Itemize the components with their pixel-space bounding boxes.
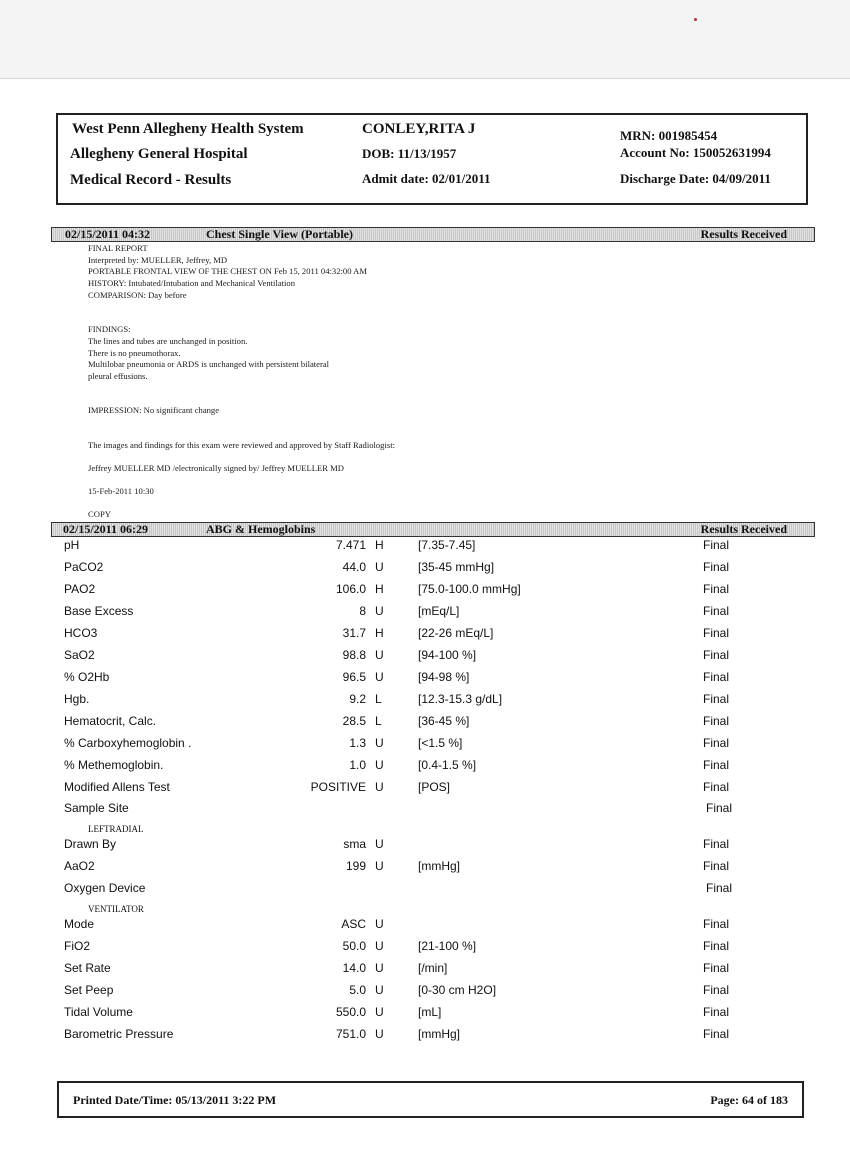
record-header xyxy=(56,113,808,205)
section-bar-chest-xray xyxy=(51,227,815,242)
lab-status: Final xyxy=(703,917,730,931)
lab-status: Final xyxy=(703,983,730,997)
lab-reference-range: [75.0-100.0 mmHg] xyxy=(418,582,521,596)
lab-status: Final xyxy=(703,714,730,728)
lab-row xyxy=(0,560,850,580)
lab-value: 106.0 xyxy=(335,582,366,596)
lab-row xyxy=(0,648,850,668)
patient-dob: DOB: 11/13/1957 xyxy=(362,146,457,161)
lab-row xyxy=(0,917,850,937)
lab-flag: U xyxy=(375,939,384,953)
record-type: Medical Record - Results xyxy=(70,172,232,188)
lab-flag: H xyxy=(375,626,384,640)
section-status: Results Received xyxy=(700,522,787,536)
lab-row xyxy=(0,670,850,690)
lab-status: Final xyxy=(703,648,730,662)
lab-flag: U xyxy=(375,961,384,975)
lab-status: Final xyxy=(703,837,730,851)
lab-status: Final xyxy=(703,670,730,684)
lab-test-name: Tidal Volume xyxy=(64,1005,133,1019)
lab-test-name: Sample Site xyxy=(64,801,129,815)
lab-test-name: Set Rate xyxy=(64,961,111,975)
impression: IMPRESSION: No significant change xyxy=(88,405,220,415)
lab-reference-range: [mEq/L] xyxy=(418,604,460,618)
findings-line: pleural effusions. xyxy=(88,371,148,381)
section-bar-abg xyxy=(51,522,815,537)
lab-value: 96.5 xyxy=(342,670,366,684)
lab-reference-range: [mmHg] xyxy=(418,1027,460,1041)
lab-test-name: PaCO2 xyxy=(64,560,104,574)
lab-status: Final xyxy=(703,626,730,640)
lab-flag: U xyxy=(375,859,384,873)
lab-flag: U xyxy=(375,837,384,851)
lab-flag: U xyxy=(375,1027,384,1041)
lab-status: Final xyxy=(703,780,730,794)
mrn: MRN: 001985454 xyxy=(620,128,718,143)
lab-status: Final xyxy=(703,1005,730,1019)
report-line: Interpreted by: MUELLER, Jeffrey, MD xyxy=(88,255,228,265)
lab-status: Final xyxy=(703,736,730,750)
section-status: Results Received xyxy=(700,227,787,241)
lab-value: 8 xyxy=(359,604,366,618)
lab-reference-range: [22-26 mEq/L] xyxy=(418,626,494,640)
lab-flag: U xyxy=(375,670,384,684)
lab-status: Final xyxy=(703,758,730,772)
page-number: Page: 64 of 183 xyxy=(710,1093,788,1107)
lab-status: Final xyxy=(703,961,730,975)
report-line: FINAL REPORT xyxy=(88,243,148,253)
oxygen-device-note: VENTILATOR xyxy=(88,904,144,914)
lab-status: Final xyxy=(703,1027,730,1041)
report-line: PORTABLE FRONTAL VIEW OF THE CHEST ON Feb 15, 2011 04:32:00 AM xyxy=(88,266,368,276)
lab-row xyxy=(0,1027,850,1047)
lab-test-name: HCO3 xyxy=(64,626,98,640)
lab-test-name: Drawn By xyxy=(64,837,117,851)
lab-value: sma xyxy=(343,837,366,851)
lab-test-name: % O2Hb xyxy=(64,670,110,684)
lab-flag: H xyxy=(375,538,384,552)
lab-test-name: AaO2 xyxy=(64,859,95,873)
lab-value: 98.8 xyxy=(342,648,366,662)
lab-flag: U xyxy=(375,648,384,662)
lab-status: Final xyxy=(703,560,730,574)
electronic-signature: Jeffrey MUELLER MD /electronically signed by/ Jeffrey MUELLER MD xyxy=(88,463,345,473)
discharge-date: Discharge Date: 04/09/2011 xyxy=(620,171,771,186)
patient-name: CONLEY,RITA J xyxy=(362,121,476,137)
lab-test-name: % Carboxyhemoglobin . xyxy=(64,736,192,750)
lab-value: 751.0 xyxy=(335,1027,366,1041)
lab-row xyxy=(0,692,850,712)
lab-reference-range: [94-100 %] xyxy=(418,648,477,662)
account-number: Account No: 150052631994 xyxy=(620,145,771,160)
page-footer xyxy=(57,1081,804,1118)
lab-row xyxy=(0,604,850,624)
lab-flag: U xyxy=(375,1005,384,1019)
lab-flag: H xyxy=(375,582,384,596)
lab-status: Final xyxy=(706,881,733,895)
lab-flag: U xyxy=(375,736,384,750)
lab-value: 9.2 xyxy=(349,692,366,706)
lab-row xyxy=(0,714,850,734)
findings-line: There is no pneumothorax. xyxy=(88,348,181,358)
lab-reference-range: [mL] xyxy=(418,1005,442,1019)
lab-test-name: Hgb. xyxy=(64,692,90,706)
lab-reference-range: [0-30 cm H2O] xyxy=(418,983,497,997)
lab-status: Final xyxy=(703,604,730,618)
printed-datetime: Printed Date/Time: 05/13/2011 3:22 PM xyxy=(73,1093,277,1107)
section-datetime: 02/15/2011 06:29 xyxy=(63,522,149,536)
sample-site-note: LEFTRADIAL xyxy=(88,824,144,834)
findings-line: The lines and tubes are unchanged in position. xyxy=(88,336,248,346)
findings-line: Multilobar pneumonia or ARDS is unchanged with persistent bilateral xyxy=(88,359,330,369)
lab-test-name: SaO2 xyxy=(64,648,95,662)
lab-row xyxy=(0,582,850,602)
lab-value: 1.3 xyxy=(349,736,366,750)
lab-flag: U xyxy=(375,758,384,772)
lab-reference-range: [35-45 mmHg] xyxy=(418,560,495,574)
lab-row xyxy=(0,961,850,981)
lab-value: 44.0 xyxy=(342,560,366,574)
lab-value: 50.0 xyxy=(342,939,366,953)
lab-row xyxy=(0,939,850,959)
lab-value: 5.0 xyxy=(349,983,366,997)
lab-reference-range: [7.35-7.45] xyxy=(418,538,476,552)
lab-value: 7.471 xyxy=(335,538,366,552)
lab-test-name: Base Excess xyxy=(64,604,134,618)
lab-status: Final xyxy=(703,582,730,596)
lab-status: Final xyxy=(706,801,733,815)
lab-reference-range: [POS] xyxy=(418,780,451,794)
lab-reference-range: [<1.5 %] xyxy=(418,736,463,750)
lab-status: Final xyxy=(703,538,730,552)
lab-test-name: FiO2 xyxy=(64,939,91,953)
findings-line: FINDINGS: xyxy=(88,324,131,334)
lab-reference-range: [/min] xyxy=(418,961,448,975)
lab-test-name: pH xyxy=(64,538,80,552)
lab-reference-range: [0.4-1.5 %] xyxy=(418,758,477,772)
lab-test-name: Modified Allens Test xyxy=(64,780,170,794)
lab-test-name: Set Peep xyxy=(64,983,114,997)
approval-statement: The images and findings for this exam were reviewed and approved by Staff Radiologist: xyxy=(88,440,395,450)
lab-row xyxy=(0,1005,850,1025)
lab-reference-range: [12.3-15.3 g/dL] xyxy=(418,692,503,706)
scan-speck xyxy=(694,18,697,21)
lab-value: 550.0 xyxy=(335,1005,366,1019)
report-line: COMPARISON: Day before xyxy=(88,290,187,300)
lab-value: POSITIVE xyxy=(310,780,366,794)
report-line: HISTORY: Intubated/Intubation and Mechanical Ventilation xyxy=(88,278,296,288)
lab-test-name: Barometric Pressure xyxy=(64,1027,174,1041)
section-datetime: 02/15/2011 04:32 xyxy=(65,227,151,241)
lab-row xyxy=(0,881,850,901)
lab-row xyxy=(0,859,850,879)
lab-row xyxy=(0,801,850,821)
lab-value: 1.0 xyxy=(349,758,366,772)
org-name: West Penn Allegheny Health System xyxy=(72,121,304,137)
admit-date: Admit date: 02/01/2011 xyxy=(362,171,491,186)
lab-flag: U xyxy=(375,917,384,931)
lab-status: Final xyxy=(703,939,730,953)
lab-value: 14.0 xyxy=(342,961,366,975)
lab-row xyxy=(0,983,850,1003)
lab-row xyxy=(0,780,850,800)
lab-test-name: % Methemoglobin. xyxy=(64,758,164,772)
lab-flag: U xyxy=(375,604,384,618)
hospital-name: Allegheny General Hospital xyxy=(70,146,248,162)
lab-test-name: PAO2 xyxy=(64,582,96,596)
lab-value: 31.7 xyxy=(342,626,366,640)
section-title: ABG & Hemoglobins xyxy=(206,522,316,536)
lab-status: Final xyxy=(703,692,730,706)
lab-value: 28.5 xyxy=(342,714,366,728)
lab-test-name: Mode xyxy=(64,917,95,931)
lab-flag: U xyxy=(375,560,384,574)
lab-reference-range: [94-98 %] xyxy=(418,670,470,684)
lab-reference-range: [36-45 %] xyxy=(418,714,470,728)
signed-date: 15-Feb-2011 10:30 xyxy=(88,486,154,496)
lab-test-name: Oxygen Device xyxy=(64,881,146,895)
lab-flag: U xyxy=(375,780,384,794)
lab-value: ASC xyxy=(341,917,366,931)
lab-row xyxy=(0,837,850,857)
copy-label: COPY xyxy=(88,509,111,519)
lab-flag: U xyxy=(375,983,384,997)
lab-row xyxy=(0,626,850,646)
lab-flag: L xyxy=(375,714,382,728)
lab-value: 199 xyxy=(345,859,366,873)
lab-reference-range: [21-100 %] xyxy=(418,939,477,953)
section-title: Chest Single View (Portable) xyxy=(206,227,353,241)
lab-row xyxy=(0,538,850,558)
lab-test-name: Hematocrit, Calc. xyxy=(64,714,157,728)
lab-flag: L xyxy=(375,692,382,706)
lab-reference-range: [mmHg] xyxy=(418,859,460,873)
lab-row xyxy=(0,736,850,756)
lab-status: Final xyxy=(703,859,730,873)
lab-row xyxy=(0,758,850,778)
